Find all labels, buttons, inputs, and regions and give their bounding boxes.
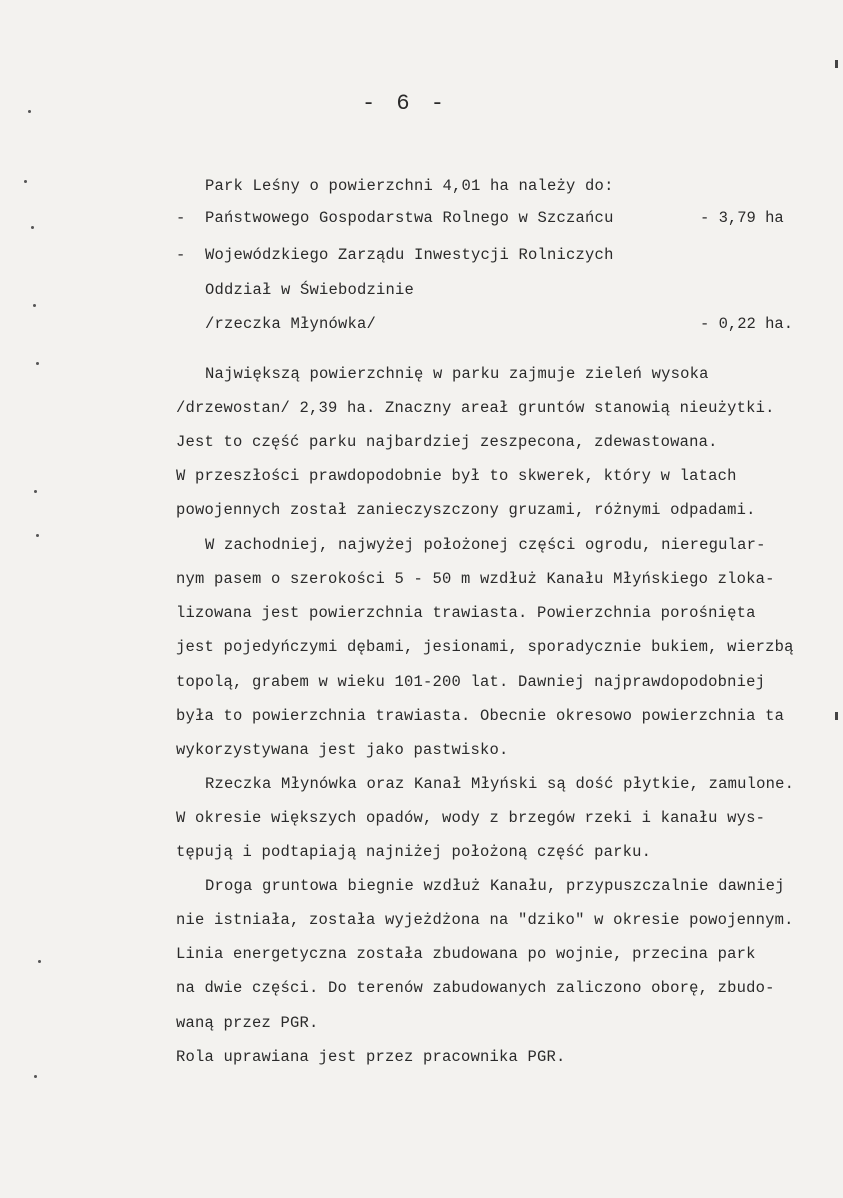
scan-speck xyxy=(28,110,31,113)
text-line: Linia energetyczna została zbudowana po wojnie, przecina park xyxy=(176,945,756,963)
text-line: Największą powierzchnię w parku zajmuje zieleń wysoka xyxy=(205,365,709,383)
list-item-1: Państwowego Gospodarstwa Rolnego w Szczańcu xyxy=(205,209,614,227)
list-bullet: - xyxy=(176,209,186,227)
scan-speck xyxy=(24,180,27,183)
text-line: była to powierzchnia trawiasta. Obecnie okresowo powierzchnia ta xyxy=(176,707,785,725)
list-bullet: - xyxy=(176,246,186,264)
text-line: W przeszłości prawdopodobnie był to skwerek, który w latach xyxy=(176,467,737,485)
list-item-2-amount: - 0,22 ha. xyxy=(700,315,794,333)
scan-speck xyxy=(34,490,37,493)
text-line: W zachodniej, najwyżej położonej części ogrodu, nieregular- xyxy=(205,536,766,554)
text-line: Jest to część parku najbardziej zeszpecona, zdewastowana. xyxy=(176,433,718,451)
scan-speck xyxy=(36,362,39,365)
list-item-2-line-3: /rzeczka Młynówka/ xyxy=(205,315,377,333)
text-line: na dwie części. Do terenów zabudowanych zaliczono oborę, zbudo- xyxy=(176,979,775,997)
text-line: powojennych został zanieczyszczony gruzami, różnymi odpadami. xyxy=(176,501,756,519)
text-line: nym pasem o szerokości 5 - 50 m wzdłuż Kanału Młyńskiego zloka- xyxy=(176,570,775,588)
edge-mark xyxy=(835,60,838,68)
text-line: waną przez PGR. xyxy=(176,1014,319,1032)
text-line: Rola uprawiana jest przez pracownika PGR. xyxy=(176,1048,566,1066)
edge-mark xyxy=(835,712,838,720)
list-intro: Park Leśny o powierzchni 4,01 ha należy do: xyxy=(205,177,614,195)
page-number: - 6 - xyxy=(362,91,449,116)
text-line: lizowana jest powierzchnia trawiasta. Powierzchnia porośnięta xyxy=(176,604,756,622)
scan-speck xyxy=(31,226,34,229)
scan-speck xyxy=(38,960,41,963)
text-line: W okresie większych opadów, wody z brzegów rzeki i kanału wys- xyxy=(176,809,766,827)
scan-speck xyxy=(34,1075,37,1078)
scan-speck xyxy=(36,534,39,537)
text-line: topolą, grabem w wieku 101-200 lat. Dawniej najprawdopodobniej xyxy=(176,673,766,691)
list-item-1-amount: - 3,79 ha xyxy=(700,209,784,227)
text-line: jest pojedyńczymi dębami, jesionami, sporadycznie bukiem, wierzbą xyxy=(176,638,794,656)
scan-speck xyxy=(33,304,36,307)
text-line: tępują i podtapiają najniżej położoną część parku. xyxy=(176,843,652,861)
list-item-2-line-1: Wojewódzkiego Zarządu Inwestycji Rolniczych xyxy=(205,246,614,264)
text-line: Rzeczka Młynówka oraz Kanał Młyński są dość płytkie, zamulone. xyxy=(205,775,795,793)
list-item-2-line-2: Oddział w Świebodzinie xyxy=(205,281,415,299)
text-line: /drzewostan/ 2,39 ha. Znaczny areał gruntów stanowią nieużytki. xyxy=(176,399,775,417)
text-line: Droga gruntowa biegnie wzdłuż Kanału, przypuszczalnie dawniej xyxy=(205,877,785,895)
text-line: wykorzystywana jest jako pastwisko. xyxy=(176,741,509,759)
text-line: nie istniała, została wyjeżdżona na "dziko" w okresie powojennym. xyxy=(176,911,794,929)
